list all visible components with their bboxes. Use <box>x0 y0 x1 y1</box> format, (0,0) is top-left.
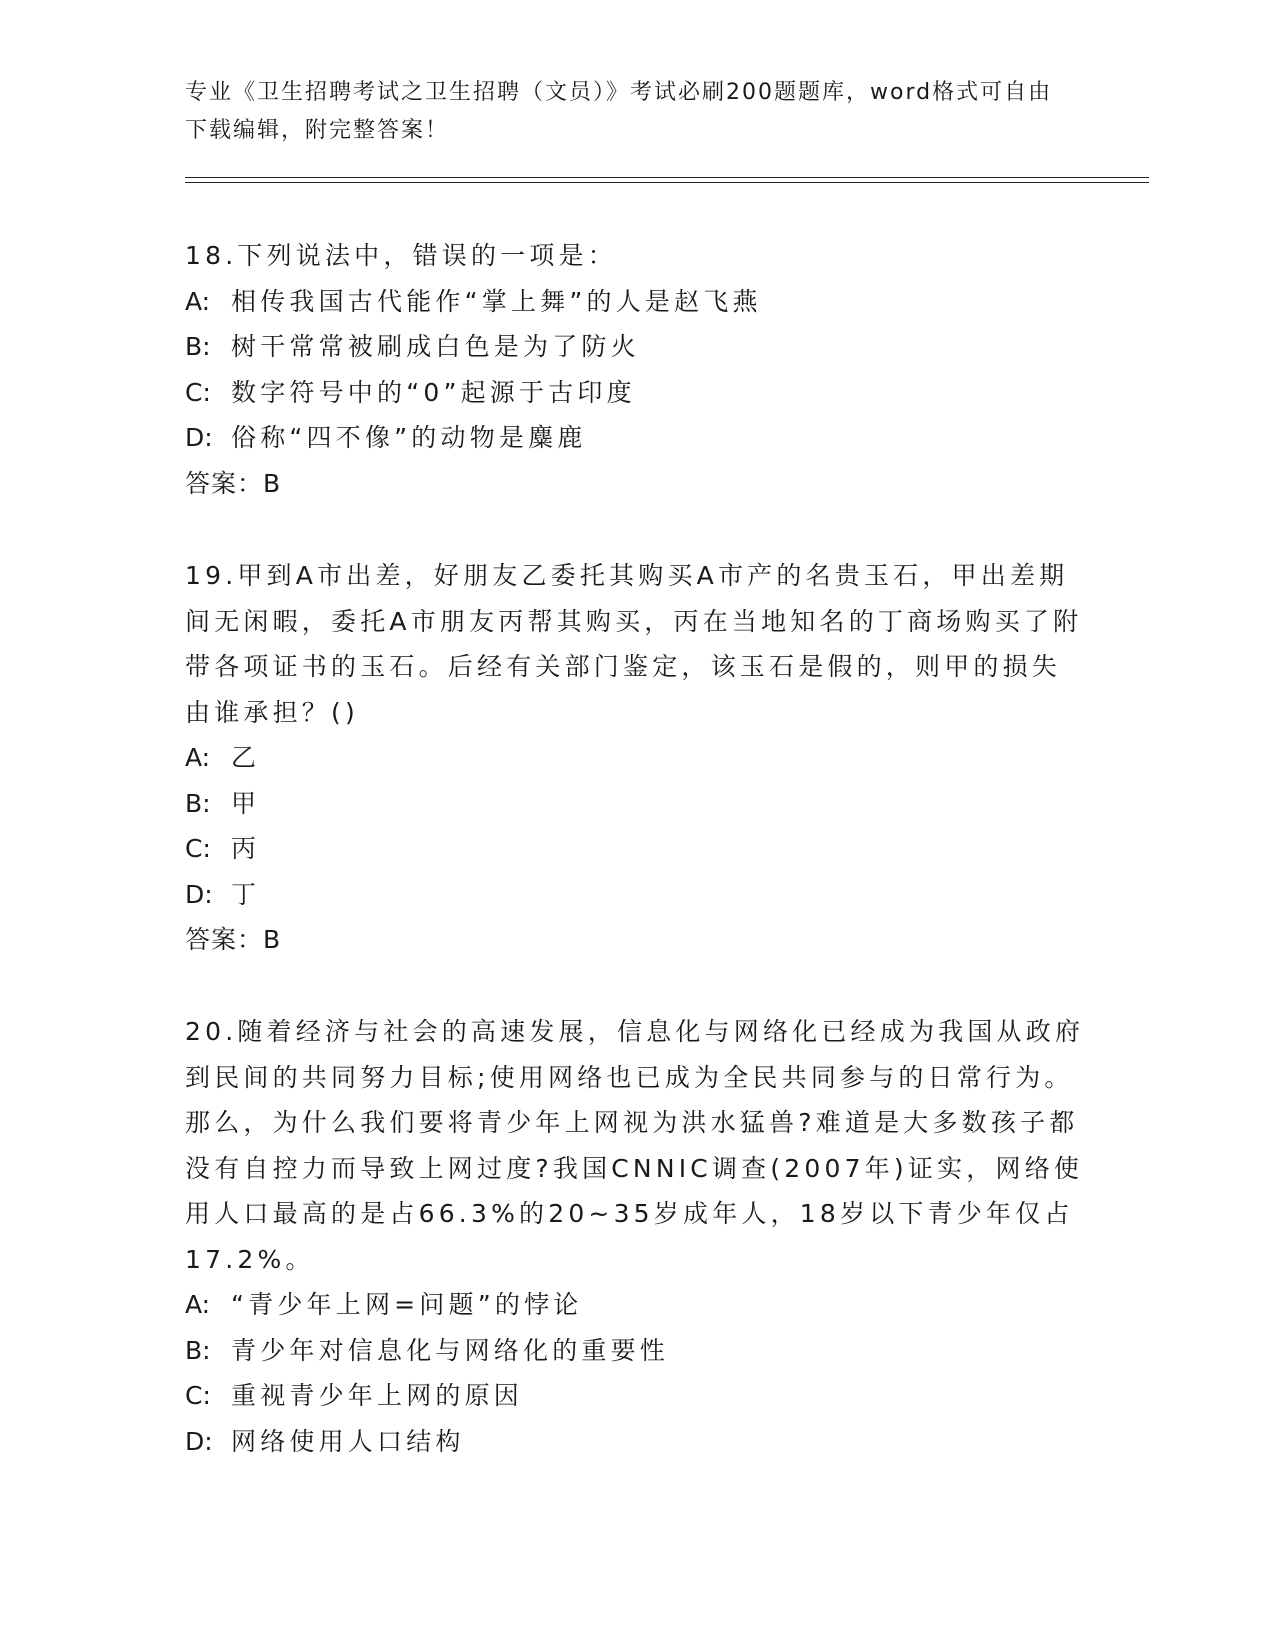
answer-line: 答案：B <box>185 925 282 954</box>
option-text: 俗称“四不像”的动物是麋鹿 <box>231 423 587 452</box>
option-c <box>185 1373 1085 1419</box>
option-text: 树干常常被刷成白色是为了防火 <box>231 332 640 361</box>
option-text: 重视青少年上网的原因 <box>231 1381 524 1410</box>
option-c <box>185 370 1085 416</box>
option-b <box>185 324 1085 370</box>
option-text: 数字符号中的“0”起源于古印度 <box>231 377 636 407</box>
option-text: 甲 <box>231 788 261 818</box>
document-header: 专业《卫生招聘考试之卫生招聘（文员）》考试必刷200题题库，word格式可自由下载编辑，附完整答案！ <box>185 80 1053 143</box>
question-stem: 18.下列说法中，错误的一项是： <box>185 241 617 270</box>
option-b <box>185 1328 1085 1374</box>
question-20 <box>185 1009 1085 1464</box>
option-letter: D: <box>185 423 213 452</box>
option-letter: C: <box>185 834 211 863</box>
header-double-rule <box>185 177 1149 183</box>
question-stem: 20.随着经济与社会的高速发展，信息化与网络化已经成为我国从政府到民间的共同努力目标;使用网络也已成为全民共同参与的日常行为。那么，为什么我们要将青少年上网视为洪水猛兽?难道是大多数孩子都没有自控力而导致上网过度?我国CNNIC调查(2007年)证实，网络使用人口最高的是占66.3%的20~35岁成年人，18岁以下青少年仅占17.2%。 <box>185 1017 1085 1274</box>
option-text: 丁 <box>231 879 261 909</box>
option-a <box>185 735 1085 781</box>
option-c <box>185 826 1085 872</box>
option-letter: D: <box>185 879 213 909</box>
answer-line: 答案：B <box>185 468 282 498</box>
option-letter: B: <box>185 788 211 818</box>
option-letter: A: <box>185 286 211 316</box>
option-text: 丙 <box>231 834 261 863</box>
option-d <box>185 415 1085 461</box>
option-letter: A: <box>185 1290 211 1319</box>
option-text: “青少年上网=问题”的悖论 <box>231 1290 583 1319</box>
option-text: 青少年对信息化与网络化的重要性 <box>231 1335 670 1365</box>
question-stem: 19.甲到A市出差，好朋友乙委托其购买A市产的名贵玉石，甲出差期间无闲暇，委托A市朋友丙帮其购买，丙在当地知名的丁商场购买了附带各项证书的玉石。后经有关部门鉴定，该玉石是假的，则甲的损失由谁承担？() <box>185 561 1083 727</box>
option-a <box>185 1282 1085 1328</box>
option-letter: B: <box>185 332 211 361</box>
question-19 <box>185 553 1085 963</box>
option-letter: C: <box>185 377 211 407</box>
option-b <box>185 781 1085 827</box>
option-letter: C: <box>185 1381 211 1410</box>
question-18 <box>185 233 1085 506</box>
option-letter: A: <box>185 743 211 772</box>
option-text: 乙 <box>231 743 261 772</box>
option-text: 相传我国古代能作“掌上舞”的人是赵飞燕 <box>231 286 762 316</box>
option-text: 网络使用人口结构 <box>231 1426 465 1456</box>
option-a <box>185 279 1085 325</box>
option-d <box>185 1419 1085 1465</box>
option-letter: B: <box>185 1335 211 1365</box>
option-letter: D: <box>185 1426 213 1456</box>
option-d <box>185 872 1085 918</box>
